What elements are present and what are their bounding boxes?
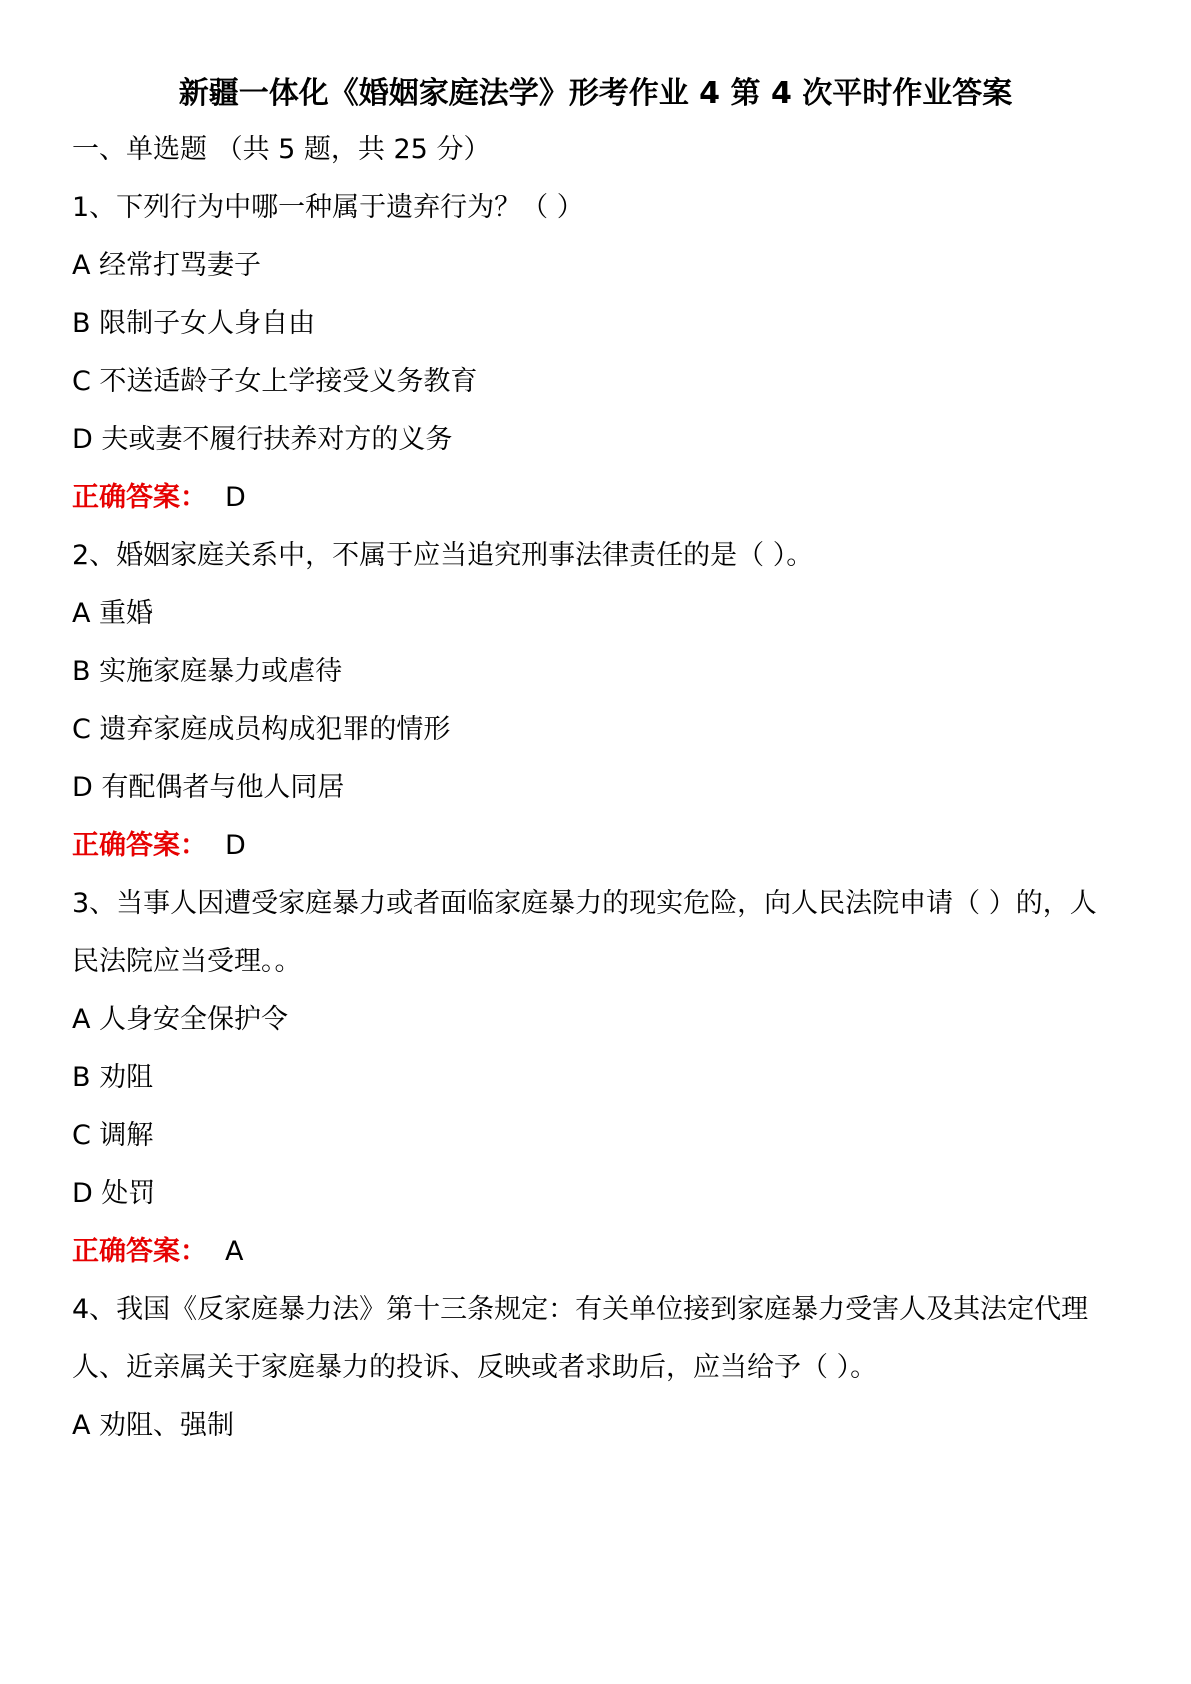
question-3-answer [72,1232,243,1272]
question-1-option-a: A 经常打骂妻子 [72,250,262,281]
question-4-stem-line-2: 人、近亲属关于家庭暴力的投诉、反映或者求助后，应当给予（ ）。 [72,1352,878,1383]
question-1-stem: 1、下列行为中哪一种属于遗弃行为？（ ） [72,192,584,223]
answer-label: 正确答案： [72,482,207,513]
answer-label: 正确答案： [72,830,207,861]
document-title: 新疆一体化《婚姻家庭法学》形考作业 4 第 4 次平时作业答案 [178,76,1013,111]
question-2-answer [72,826,246,866]
question-3-option-d: D 处罚 [72,1178,156,1209]
question-2-option-a: A 重婚 [72,598,154,629]
answer-value: A [225,1236,244,1267]
question-2-option-c: C 遗弃家庭成员构成犯罪的情形 [72,714,451,745]
question-2-stem: 2、婚姻家庭关系中，不属于应当追究刑事法律责任的是（ ）。 [72,540,814,571]
section-heading: 一、单选题 （共 5 题，共 25 分） [72,134,491,165]
answer-label: 正确答案： [72,1236,207,1267]
question-3-option-c: C 调解 [72,1120,154,1151]
question-3-option-b: B 劝阻 [72,1062,154,1093]
question-4-stem-line-1: 4、我国《反家庭暴力法》第十三条规定：有关单位接到家庭暴力受害人及其法定代理 [72,1294,1089,1325]
question-1-option-d: D 夫或妻不履行扶养对方的义务 [72,424,453,455]
question-3-stem-line-1: 3、当事人因遭受家庭暴力或者面临家庭暴力的现实危险，向人民法院申请（ ）的，人 [72,888,1097,919]
question-4-option-a: A 劝阻、强制 [72,1410,235,1441]
question-2-option-b: B 实施家庭暴力或虐待 [72,656,343,687]
question-3-option-a: A 人身安全保护令 [72,1004,289,1035]
question-1-answer [72,478,246,518]
answer-value: D [225,482,246,513]
question-1-option-b: B 限制子女人身自由 [72,308,316,339]
answer-value: D [225,830,246,861]
question-2-option-d: D 有配偶者与他人同居 [72,772,345,803]
question-3-stem-line-2: 民法院应当受理。。 [72,946,302,977]
question-1-option-c: C 不送适龄子女上学接受义务教育 [72,366,478,397]
